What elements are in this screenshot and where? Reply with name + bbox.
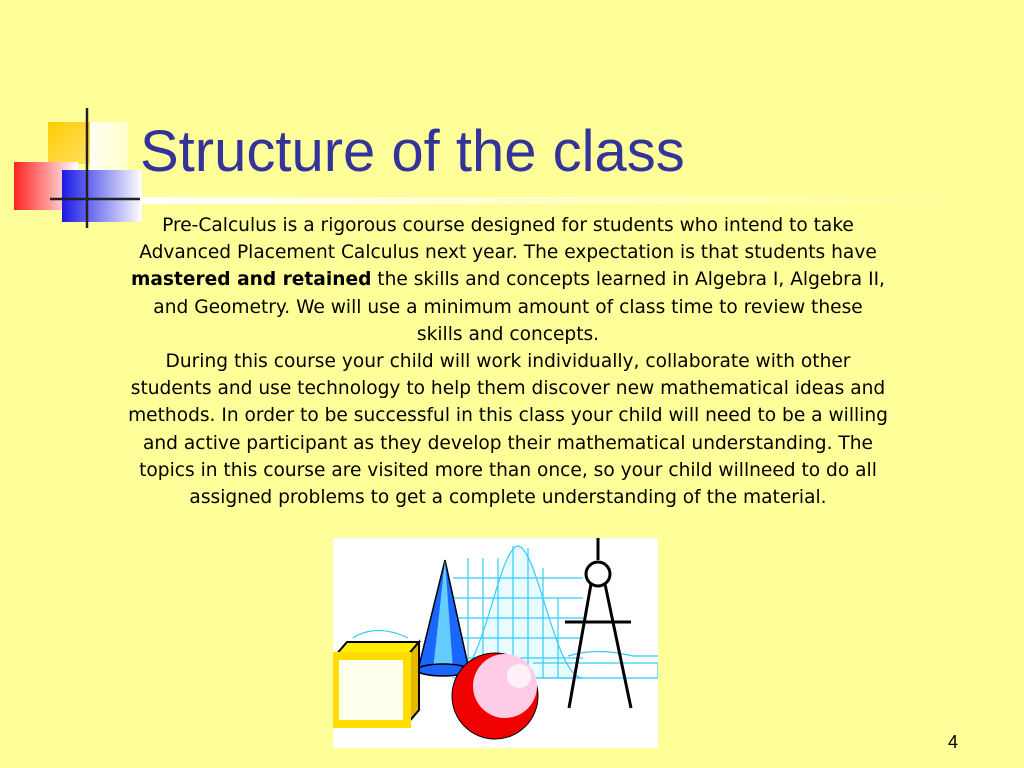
geometry-shapes-clipart [333,538,658,748]
yellow-square [48,122,90,164]
body-text [128,212,888,511]
cube-shape [335,642,419,724]
paragraph-2: During this course your child will work individually, collaborate with other students and use technology to help them discover new mathematical ideas and methods. In order to be successful in this class your child will need to be a willing and active participant as they develop their mathematical understanding. The topics in this course are visited more than once, so your child willneed to do all assigned problems to get a complete understanding of the material. [128,351,888,509]
white-square [90,122,128,170]
corner-squares-decoration [0,0,150,240]
title-underline [140,197,972,204]
slide-title: Structure of the class [140,119,685,184]
paragraph-1-start: Pre-Calculus is a rigorous course designed for students who intend to take Advanced Placement Calculus next year. The expectation is that students have [139,215,877,264]
paragraph-1 [128,212,888,348]
slide-number: 4 [948,732,959,752]
sphere-shape [452,653,538,739]
paragraph-1-bold: mastered and retained [131,269,372,291]
paragraph-1-end: the skills and concepts learned in Algebra I, Algebra II, and Geometry. We will use a minimum amount of class time to review these skills and concepts. [153,269,885,345]
